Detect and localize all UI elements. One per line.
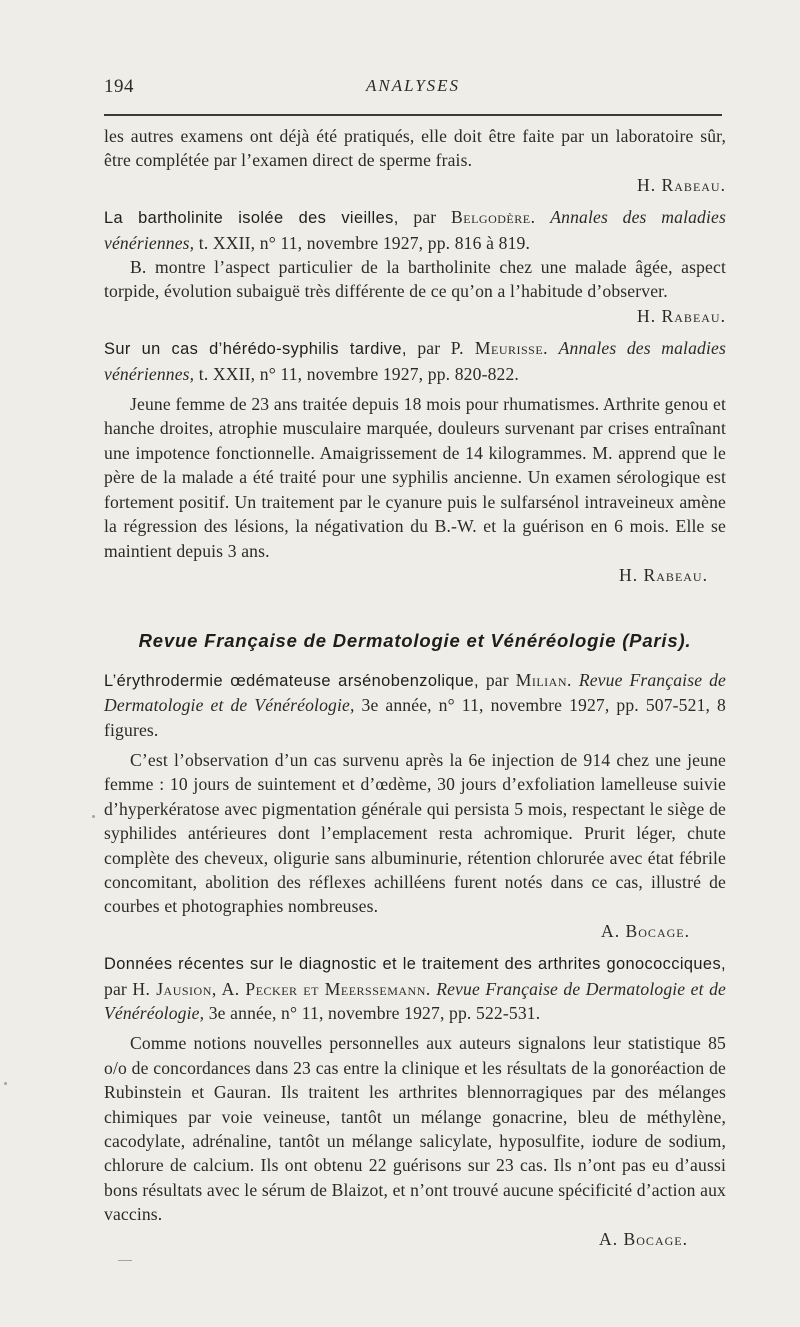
section-entry-2-journal: Revue Française de Dermatologie et de Vénéréologie, — [104, 978, 726, 1023]
entry-1-author: Belgodère. — [451, 207, 536, 228]
section-entry-2-author: H. Jausion, A. Pecker et Meerssemann. — [132, 978, 431, 999]
entry-2-author: P. Meurisse. — [450, 338, 549, 359]
entry-2-journal: Annales des maladies vénériennes, — [104, 338, 726, 384]
section-entry-2-signature: A. Bocage. — [599, 1228, 688, 1249]
entry-1-body-text: B. montre l’aspect particulier de la bartholinite chez une malade âgée, aspect torpide, évolution subaiguë très différente de ce qu’on a l’habitude d’observer. — [104, 257, 726, 302]
entry-2-heading — [104, 336, 726, 386]
entry-2-citation: t. XXII, n° 11, novembre 1927, pp. 820-822. — [198, 363, 519, 384]
continuation-signature: H. Rabeau. — [637, 174, 726, 195]
entry-1-citation: t. XXII, n° 11, novembre 1927, pp. 816 à 819. — [198, 232, 531, 253]
abstract-entry-2 — [104, 336, 726, 587]
page-content — [104, 124, 726, 1251]
entry-1-by: par — [413, 207, 437, 228]
section-entry-2-body: Comme notions nouvelles personnelles aux auteurs signalons leur statistique 85 o/o de concordances dans 23 cas entre la clinique et les résultats de la gonoréaction de Rubinstein et Gauran. Ils traitent les arthrites blennorragiques par des mélanges chimiques par voie veineuse, tantôt un mélange gonacrine, bleu de méthylène, cacodylate, adrénaline, tantôt un mélange salicylate, hyposulfite, iodure de sodium, chlorure de calcium. Ils ont obtenu 22 guérisons sur 23 cas. Ils n’ont pas eu d’aussi bons résultats avec le sérum de Blaizot, et n’ont trouvé aucune spécificité d’action aux vaccins. — [104, 1033, 726, 1225]
section-entry-2 — [104, 951, 726, 1251]
abstract-entry-1 — [104, 205, 726, 328]
running-head: ANALYSES — [366, 76, 461, 95]
paper-speck — [118, 1260, 132, 1261]
section-entry-1-citation: 3e année, n° 11, novembre 1927, pp. 507-521, 8 figures. — [104, 695, 726, 740]
entry-1-signature: H. Rabeau. — [637, 305, 726, 326]
section-entry-2-citation: 3e année, n° 11, novembre 1927, pp. 522-531. — [208, 1003, 541, 1023]
section-heading: Revue Française de Dermatologie et Vénéréologie (Paris). — [138, 630, 692, 652]
header-rule — [104, 114, 722, 116]
paper-speck — [92, 815, 95, 818]
entry-1-title: La bartholinite isolée des vieilles, — [104, 209, 399, 228]
entry-2-title: Sur un cas d’hérédo-syphilis tardive, — [104, 340, 407, 359]
section-entry-2-title: Données récentes sur le diagnostic et le traitement des arthrites gonococciques, — [104, 955, 726, 974]
section-entry-1-body: C’est l’observation d’un cas survenu après la 6e injection de 914 chez une jeune femme : 10 jours de suintement et d’œdème, 30 jours d’exfoliation lamelleuse suivie d’hyperkératose avec pigmentation générale qui persista 5 mois, respectant le siège de syphilides antérieures dont l’emplacement resta achromique. Prurit léger, chute complète des cheveux, oligurie sans albuminurie, rétention chlorurée avec état fébrile concomitant, abolition des réflexes achilléens furent notés dans ce cas, illustré de courbes et photographies nombreuses. — [104, 749, 726, 917]
continuation-text: les autres examens ont déjà été pratiqués, elle doit être faite par un laboratoire sûr, être complétée par l’examen direct de sperme frais. — [104, 126, 726, 171]
entry-2-by: par — [417, 338, 441, 359]
section-entry-1-title: L’érythrodermie œdémateuse arsénobenzolique, — [104, 671, 479, 690]
entry-1-body — [104, 255, 726, 326]
paper-speck — [4, 1082, 7, 1085]
section-entry-1-author: Milian. — [515, 669, 572, 690]
section-entry-1-signature: A. Bocage. — [601, 920, 690, 941]
entry-1-journal: Annales des maladies vénériennes, — [104, 207, 726, 253]
section-entry-2-heading — [104, 951, 726, 1025]
section-entry-1-by: par — [485, 669, 509, 690]
page-number: 194 — [104, 76, 134, 97]
section-entry-1 — [104, 668, 726, 943]
section-entry-2-by: par — [104, 978, 127, 999]
page-header — [104, 76, 724, 102]
section-entry-1-journal: Revue Française de Dermatologie et de Vénéréologie, — [104, 669, 726, 716]
entry-2-signature: H. Rabeau. — [619, 564, 708, 585]
section-entry-1-heading — [104, 668, 726, 742]
entry-2-body: Jeune femme de 23 ans traitée depuis 18 mois pour rhumatismes. Arthrite genou et hanche droites, atrophie musculaire marquée, douleurs survenant par crises entraînant une impotence fonctionnelle. Amaigrissement de 14 kilogrammes. M. apprend que le père de la malade a été traité pour une syphilis ancienne. Un examen sérologique est fortement positif. Un traitement par le cyanure puis le sulfarsénol intraveineux amène la régression des lésions, la négativation du B.-W. et la guérison en 6 mois. Elle se maintient depuis 3 ans. — [104, 394, 726, 561]
entry-1-heading — [104, 205, 726, 255]
